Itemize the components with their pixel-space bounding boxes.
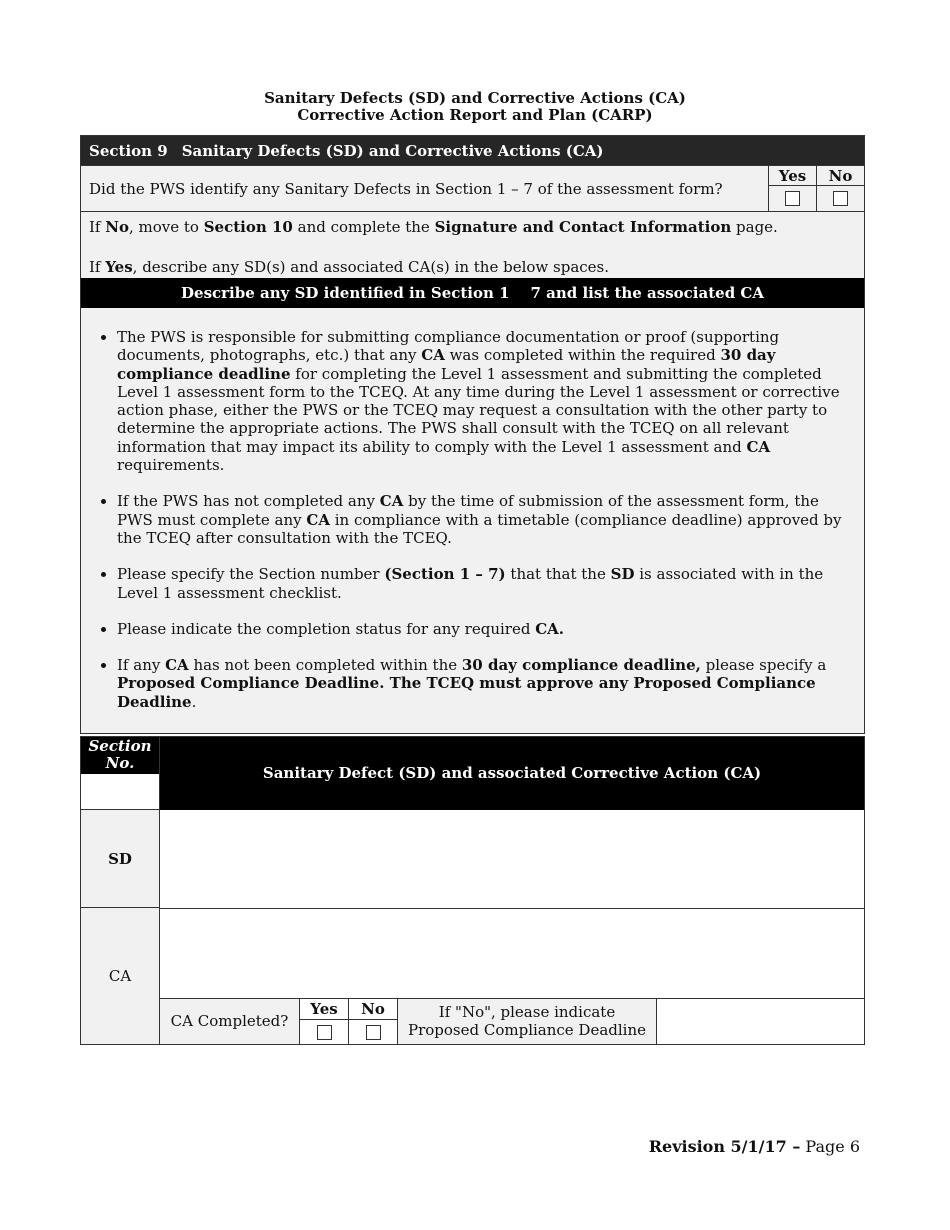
revision-label: Revision 5/1/17 – xyxy=(648,1137,801,1156)
sd-question-row xyxy=(81,166,864,212)
section-9-header xyxy=(81,136,864,166)
sd-no-checkbox[interactable] xyxy=(833,191,848,206)
ca-yes-column xyxy=(300,999,349,1044)
yes-column xyxy=(768,166,816,211)
list-item: • The PWS is responsible for submitting compliance documentation or proof (supporting documents, photographs, etc.) that any CA was completed within the required 30 day compliance deadline for completing the Level 1 assessment and submitting the completed Level 1 assessment form to the TCEQ. At any time during the Level 1 assessment or corrective action phase, either the PWS or the TCEQ may request a consultation with the other party to determine the appropriate actions. The PWS shall consult with the TCEQ on all relevant information that may impact its ability to comply with the Level 1 assessment and CA requirements. xyxy=(117,328,856,474)
proposed-deadline-input[interactable] xyxy=(657,999,864,1044)
ca-row-label: CA xyxy=(108,966,132,985)
sd-description-input[interactable] xyxy=(160,810,864,909)
section-no-input[interactable] xyxy=(81,774,159,810)
defect-table-header: Sanitary Defect (SD) and associated Corrective Action (CA) xyxy=(160,737,864,810)
yes-label: Yes xyxy=(769,166,816,186)
section-9-panel xyxy=(80,135,865,734)
no-label: No xyxy=(817,166,864,186)
ca-description-input[interactable] xyxy=(160,909,864,999)
instruction-list xyxy=(81,308,864,733)
section-label: Section 9 xyxy=(89,142,168,160)
ca-completed-row xyxy=(160,999,864,1044)
if-no-instruction: If No, move to Section 10 and complete the Signature and Contact Information page. xyxy=(89,218,778,236)
defect-table-left-column xyxy=(81,737,160,1044)
sd-yes-checkbox[interactable] xyxy=(785,191,800,206)
ca-no-column xyxy=(349,999,398,1044)
proposed-deadline-label: If "No", please indicate Proposed Compliance Deadline xyxy=(398,999,657,1044)
sd-row-label: SD xyxy=(81,810,159,908)
defect-table xyxy=(80,736,865,1045)
document-title xyxy=(0,90,950,124)
page-number: Page 6 xyxy=(800,1137,860,1156)
list-item: • If the PWS has not completed any CA by the time of submission of the assessment form, the PWS must complete any CA in compliance with a timetable (compliance deadline) approved by the TCEQ after consultation with the TCEQ. xyxy=(117,492,856,547)
ca-completed-label: CA Completed? xyxy=(160,999,300,1044)
ca-yes-checkbox[interactable] xyxy=(317,1025,332,1040)
if-yes-instruction: If Yes, describe any SD(s) and associated CA(s) in the below spaces. xyxy=(89,258,610,276)
section-title: Sanitary Defects (SD) and Corrective Actions (CA) xyxy=(181,142,604,160)
ca-no-label: No xyxy=(349,999,397,1020)
title-line-2: Corrective Action Report and Plan (CARP) xyxy=(297,106,653,124)
list-item: • If any CA has not been completed within the 30 day compliance deadline, please specify a Proposed Compliance Deadline. The TCEQ must approve any Proposed Compliance Deadline. xyxy=(117,656,856,711)
describe-sd-bar: Describe any SD identified in Section 1 7 and list the associated CA xyxy=(81,278,864,308)
sd-question: Did the PWS identify any Sanitary Defects in Section 1 – 7 of the assessment form? xyxy=(89,180,723,198)
page-footer xyxy=(649,1137,860,1156)
ca-no-checkbox[interactable] xyxy=(366,1025,381,1040)
list-item: • Please indicate the completion status for any required CA. xyxy=(117,620,856,638)
ca-yes-label: Yes xyxy=(300,999,348,1020)
no-column xyxy=(816,166,864,211)
list-item: • Please specify the Section number (Section 1 – 7) that that the SD is associated with in the Level 1 assessment checklist. xyxy=(117,565,856,602)
title-line-1: Sanitary Defects (SD) and Corrective Actions (CA) xyxy=(264,89,686,107)
section-no-header: Section No. xyxy=(81,737,159,774)
